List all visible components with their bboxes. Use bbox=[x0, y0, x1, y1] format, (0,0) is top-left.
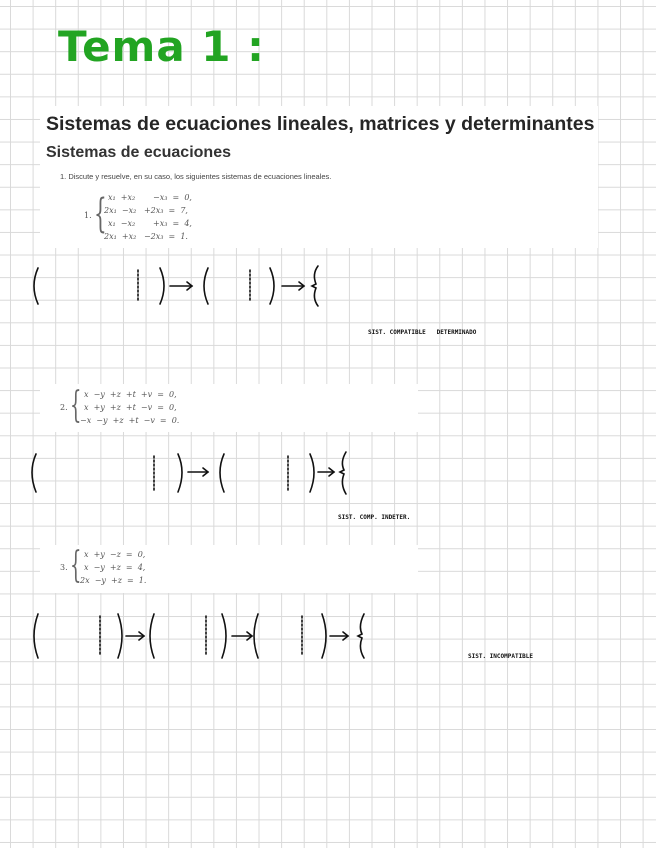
system-1-brace: { bbox=[94, 191, 107, 237]
section-heading: Sistemas de ecuaciones bbox=[46, 144, 231, 161]
system-1-eq-4: 2x₁ +x₂ −2x₃ = 1. bbox=[104, 232, 188, 241]
handwritten-solution-1 bbox=[30, 262, 510, 354]
system-2-number: 2. bbox=[60, 403, 68, 412]
system-1-eq-2: 2x₁ −x₂ +2x₃ = 7, bbox=[104, 206, 188, 215]
classification-1: SIST. COMPATIBLE DETERMINADO bbox=[368, 329, 477, 336]
system-2-eq-1: x −y +z +t +v = 0, bbox=[84, 390, 177, 399]
main-heading: Sistemas de ecuaciones lineales, matrices y determinantes bbox=[46, 113, 595, 135]
system-3-number: 3. bbox=[60, 563, 68, 572]
system-1 bbox=[84, 190, 234, 244]
handwritten-solution-2 bbox=[28, 450, 648, 520]
system-3-eq-2: x −y +z = 4, bbox=[84, 563, 146, 572]
system-1-number: 1. bbox=[84, 211, 92, 220]
classification-2: SIST. COMP. INDETER. bbox=[338, 514, 411, 521]
system-3 bbox=[60, 545, 190, 590]
system-3-brace: { bbox=[70, 545, 82, 586]
page-title: Tema 1 : bbox=[58, 22, 265, 71]
system-2 bbox=[60, 385, 230, 430]
system-1-eq-3: x₁ −x₂ +x₃ = 4, bbox=[108, 219, 192, 228]
system-1-eq-1: x₁ +x₂ −x₃ = 0, bbox=[108, 193, 192, 202]
system-2-brace: { bbox=[70, 385, 82, 426]
classification-3: SIST. INCOMPATIBLE bbox=[468, 653, 534, 660]
handwritten-solution-3 bbox=[30, 612, 550, 672]
system-2-eq-2: x +y +z +t −v = 0, bbox=[84, 403, 177, 412]
system-3-eq-1: x +y −z = 0, bbox=[84, 550, 146, 559]
system-3-eq-3: 2x −y +z = 1. bbox=[80, 576, 147, 585]
exercise-instruction: 1. Discute y resuelve, en su caso, los siguientes sistemas de ecuaciones lineales. bbox=[60, 172, 332, 181]
system-2-eq-3: −x −y +z +t −v = 0. bbox=[80, 416, 180, 425]
